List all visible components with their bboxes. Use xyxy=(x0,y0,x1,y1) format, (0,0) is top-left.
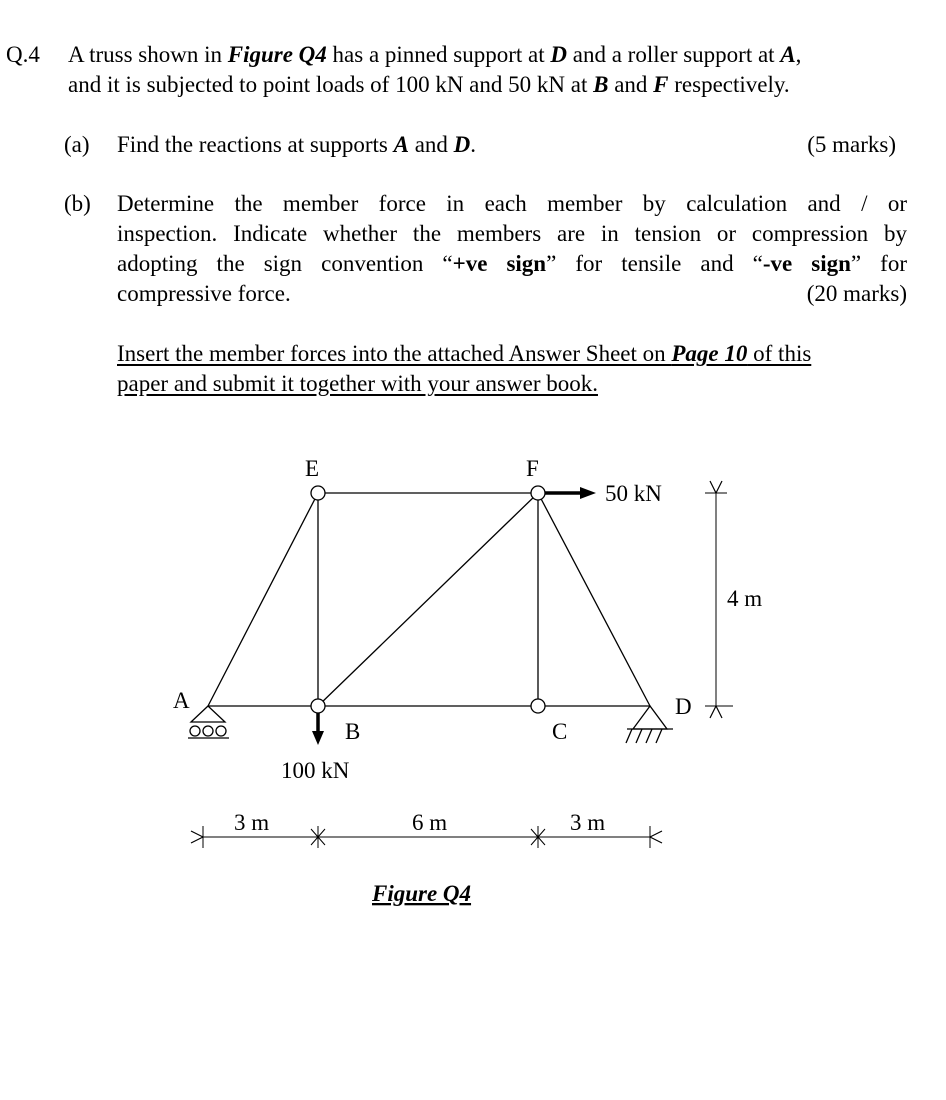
dim-label-d2: 6 m xyxy=(412,810,448,835)
part-b-label: (b) xyxy=(64,191,91,216)
part-b-line-2: inspection. Indicate whether the members are in tension or compression by xyxy=(117,221,907,246)
node-label-c: C xyxy=(552,719,568,744)
pin-support-icon xyxy=(626,706,673,743)
ins2-text: paper and submit it together with your answer book. xyxy=(117,371,598,396)
q1-seg4: and a roller support at xyxy=(567,42,781,67)
pb3-seg4: ” for xyxy=(850,251,907,276)
member-bf xyxy=(318,493,538,706)
part-b-marks: (20 marks) xyxy=(806,281,907,306)
pa-node-d: D xyxy=(453,132,471,157)
joint-b xyxy=(311,699,325,713)
node-ref-a: A xyxy=(780,42,796,67)
member-ae xyxy=(208,493,318,706)
joint-c xyxy=(531,699,545,713)
dim-label-d1: 3 m xyxy=(234,810,270,835)
q2-seg0: and it is subjected to point loads of 100 kN and 50 kN at xyxy=(68,72,594,97)
q2-seg4: respectively. xyxy=(668,72,790,97)
page-ref: Page 10 xyxy=(671,341,748,366)
figure-caption: Figure Q4 xyxy=(372,881,472,906)
node-ref-f: F xyxy=(653,72,669,97)
pa-seg2: and xyxy=(408,132,454,157)
part-a-marks: (5 marks) xyxy=(807,132,896,157)
pb3-seg0: adopting the sign convention “ xyxy=(117,251,453,276)
q1-seg2: has a pinned support at xyxy=(326,42,551,67)
dimension-lines xyxy=(203,493,733,848)
node-label-e: E xyxy=(305,456,320,481)
pa-node-a: A xyxy=(393,132,409,157)
node-label-b: B xyxy=(345,719,361,744)
dim-label-height: 4 m xyxy=(727,586,763,611)
load-50kn-arrow xyxy=(545,487,596,499)
q1-seg6: , xyxy=(795,42,802,67)
pb3-seg2: ” for tensile and “ xyxy=(546,251,763,276)
pa-seg4: . xyxy=(470,132,477,157)
pb3-plus-sign: +ve sign xyxy=(452,251,547,276)
ins1-seg0: Insert the member forces into the attached Answer Sheet on xyxy=(117,341,672,366)
truss-members xyxy=(208,493,650,706)
load-label-100kn: 100 kN xyxy=(281,758,350,783)
node-label-f: F xyxy=(526,456,539,481)
part-b-line-1: Determine the member force in each member by calculation and / or xyxy=(117,191,907,216)
part-b-line-4: compressive force. xyxy=(117,281,291,306)
q1-seg0: A truss shown in xyxy=(68,42,228,67)
node-label-a: A xyxy=(173,688,190,713)
node-ref-d: D xyxy=(550,42,567,67)
ins1-seg2: of this xyxy=(747,341,812,366)
figure-ref: Figure Q4 xyxy=(227,42,327,67)
joint-f xyxy=(531,486,545,500)
member-fd xyxy=(538,493,650,706)
node-ref-b: B xyxy=(593,72,609,97)
joint-e xyxy=(311,486,325,500)
node-label-d: D xyxy=(675,694,692,719)
q2-seg2: and xyxy=(608,72,654,97)
pb3-minus-sign: -ve sign xyxy=(762,251,851,276)
pa-seg0: Find the reactions at supports xyxy=(117,132,394,157)
load-100kn-arrow xyxy=(312,713,324,745)
question-number: Q.4 xyxy=(6,42,40,67)
load-label-50kn: 50 kN xyxy=(605,481,662,506)
roller-support-icon xyxy=(188,706,229,738)
dim-label-d3: 3 m xyxy=(570,810,606,835)
part-a-label: (a) xyxy=(64,132,90,157)
